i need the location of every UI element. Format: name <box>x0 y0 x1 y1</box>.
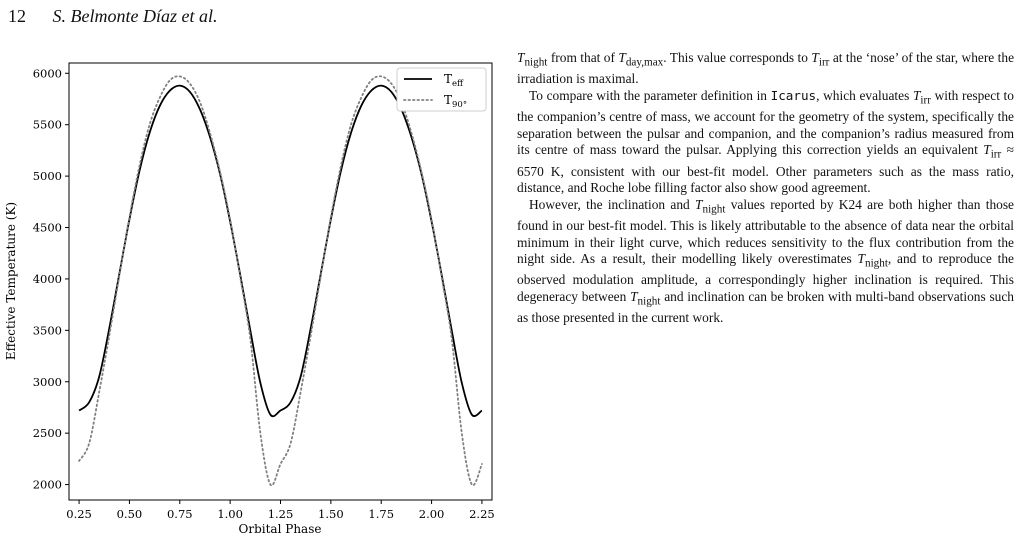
chart-series-layer <box>79 76 482 485</box>
code-icarus: Icarus <box>770 87 817 103</box>
legend-frame <box>397 68 486 111</box>
legend-label-teff: $T_{eff}$ <box>444 72 464 89</box>
x-tick-label: 1.00 <box>217 507 243 521</box>
body-text <box>517 50 1014 327</box>
x-axis-label: Orbital Phase <box>238 522 322 536</box>
y-axis-label: Effective Temperature (K) <box>4 201 18 361</box>
y-tick-label: 2500 <box>32 426 62 441</box>
x-tick-label: 1.75 <box>368 507 395 521</box>
temperature-figure <box>0 48 500 539</box>
y-tick-label: 5000 <box>32 169 62 184</box>
page-number: 12 <box>8 6 26 26</box>
x-tick-label: 2.00 <box>418 507 445 521</box>
paragraph-2: To compare with the parameter definition in Icarus, which evaluates $T_{irr}$ with respect to the companion’s centre of mass, we account for the geometry of the system, specifically the separation between the pulsar and companion, and the companion’s radius measured from its centre of mass toward the pulsar. Applying this correction yields an equivalent $T_{irr} \approx 6570$ K, consistent with our best-fit model. Other parameters such as the mass ratio, distance, and Roche lobe filling factor also show good agreement. <box>517 87 1014 196</box>
running-authors: S. Belmonte Díaz et al. <box>52 6 218 26</box>
y-tick-label: 3500 <box>32 323 62 338</box>
y-tick-label: 4000 <box>32 271 62 286</box>
legend <box>397 68 486 111</box>
x-tick-label: 1.50 <box>318 507 344 521</box>
series-line-teff <box>79 86 482 417</box>
temperature-chart <box>0 48 500 539</box>
x-tick-label: 1.25 <box>267 507 294 521</box>
paragraph-1: $T_{night}$ from that of $T_{day,max}$. This value corresponds to $T_{irr}$ at the ‘nose’ of the star, where the irradiation is maximal. <box>517 50 1015 87</box>
y-tick-label: 3000 <box>32 374 62 389</box>
plot-frame <box>69 63 492 500</box>
x-tick-label: 2.25 <box>469 507 495 521</box>
series-line-t90 <box>79 76 482 485</box>
legend-label-t90: $T_{90^\circ}$ <box>444 93 468 110</box>
running-header <box>8 6 217 27</box>
x-tick-label: 0.25 <box>66 507 92 521</box>
paragraph-3: However, the inclination and $T_{night}$ values reported by K24 are both higher than those found in our best-fit model. This is likely attributable to the absence of data near the orbital minimum in their light curve, which reduces sensitivity to the flux contribution from the night side. As a result, their modelling likely overestimates $T_{night}$, and to reproduce the observed modulation amplitude, a correspondingly higher inclination is required. This degeneracy between $T_{night}$ and inclination can be broken with multi-band observations such as those presented in the current work. <box>517 196 1014 326</box>
x-tick-label: 0.50 <box>116 507 143 521</box>
y-tick-label: 2000 <box>32 477 62 492</box>
y-tick-label: 6000 <box>32 66 62 81</box>
x-tick-label: 0.75 <box>166 507 193 521</box>
y-tick-label: 5500 <box>32 117 62 132</box>
y-tick-label: 4500 <box>32 220 62 235</box>
